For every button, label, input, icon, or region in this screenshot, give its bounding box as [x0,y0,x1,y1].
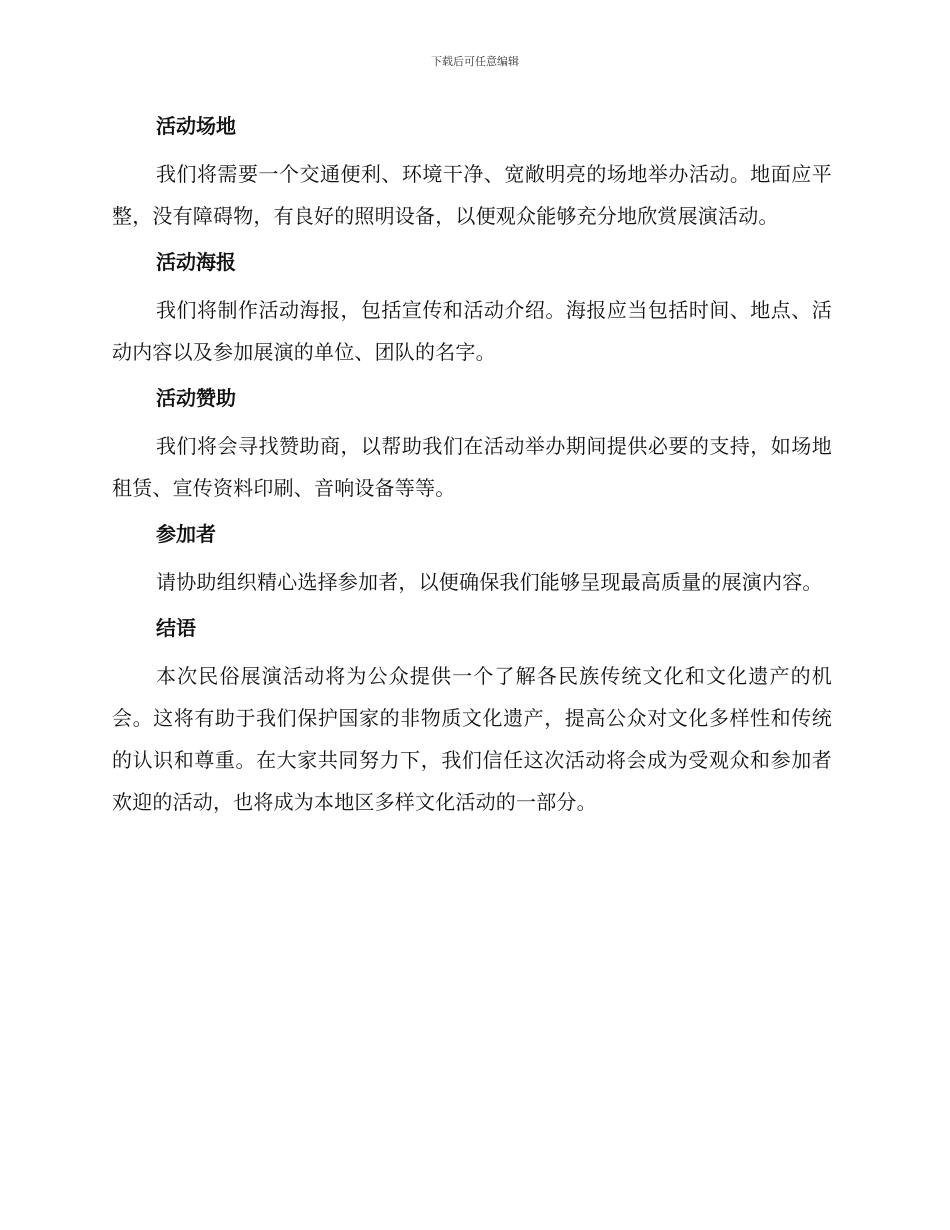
section-title-participants: 参加者 [156,522,216,546]
section-sponsorship [112,381,832,509]
section-venue [112,109,832,237]
section-conclusion [112,611,832,823]
section-poster [112,245,832,373]
section-text-conclusion: 本次民俗展演活动将为公众提供一个了解各民族传统文化和文化遗产的机会。这将有助于我们保护国家的非物质文化遗产，提高公众对文化多样性和传统的认识和尊重。在大家共同努力下，我们信任这次活动将会成为受观众和参加者欢迎的活动，也将成为本地区多样文化活动的一部分。 [112,664,832,814]
section-text-venue: 我们将需要一个交通便利、环境干净、宽敞明亮的场地举办活动。地面应平整，没有障碍物，有良好的照明设备，以便观众能够充分地欣赏展演活动。 [112,162,832,228]
section-text-poster: 我们将制作活动海报，包括宣传和活动介绍。海报应当包括时间、地点、活动内容以及参加展演的单位、团队的名字。 [112,298,832,364]
section-title-poster: 活动海报 [156,250,236,274]
section-title-conclusion: 结语 [156,616,196,640]
section-participants [112,517,832,603]
section-title-venue: 活动场地 [156,114,236,138]
document-body [112,109,832,823]
page-header: 下载后可任意编辑 [431,55,519,68]
section-text-participants: 请协助组织精心选择参加者，以便确保我们能够呈现最高质量的展演内容。 [156,570,823,594]
section-text-sponsorship: 我们将会寻找赞助商，以帮助我们在活动举办期间提供必要的支持，如场地租赁、宣传资料印刷、音响设备等等。 [112,434,832,500]
section-title-sponsorship: 活动赞助 [156,386,236,410]
